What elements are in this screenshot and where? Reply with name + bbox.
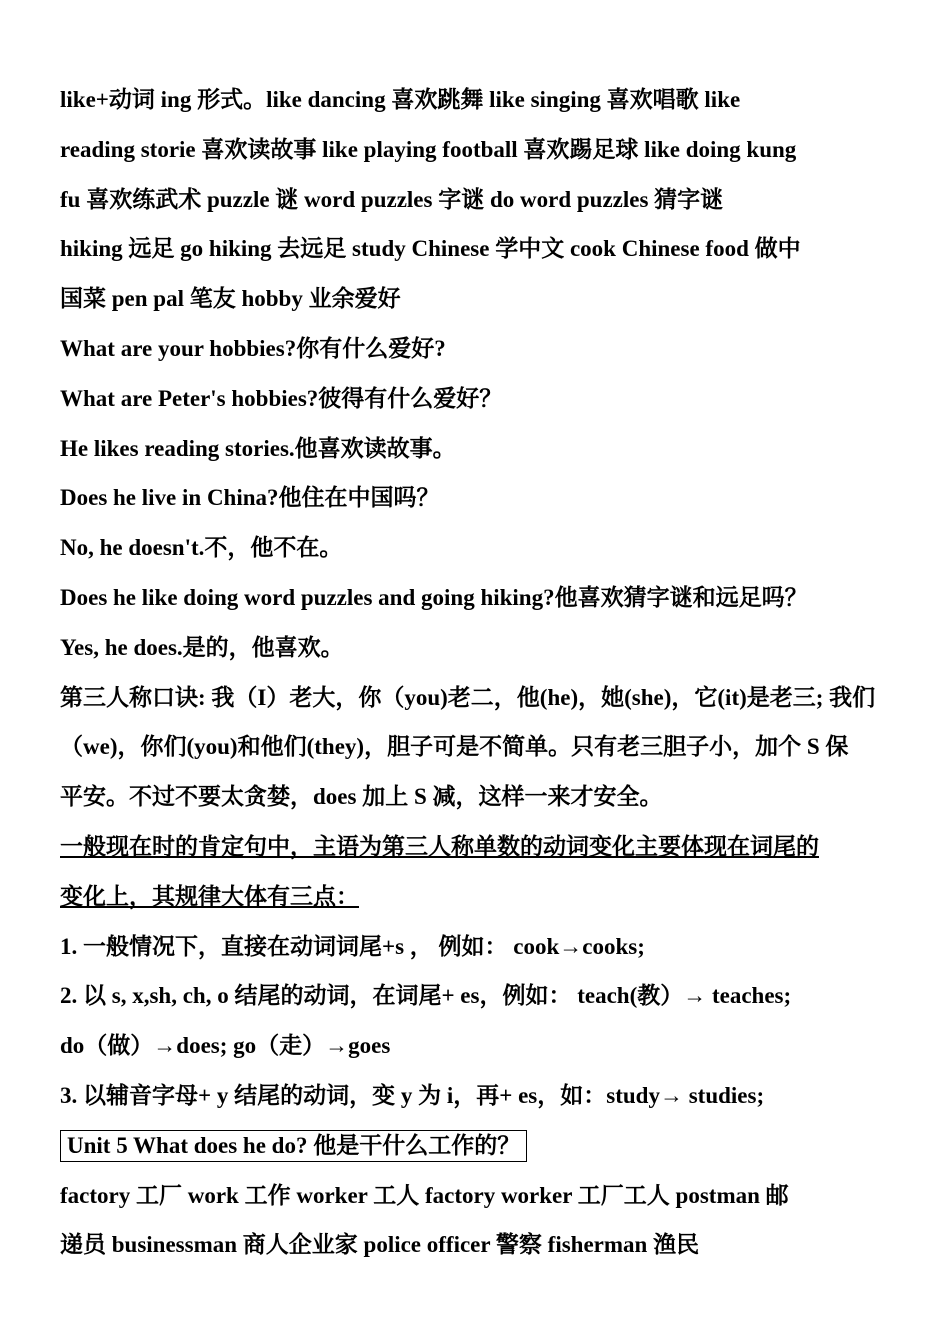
text-line: fu 喜欢练武术 puzzle 谜 word puzzles 字谜 do word puzzles 猜字谜 bbox=[60, 186, 724, 212]
document-page bbox=[60, 75, 891, 1270]
text-line: （we)，你们(you)和他们(they)，胆子可是不简单。只有老三胆子小，加个 S 保 bbox=[60, 734, 849, 760]
text-line: reading storie 喜欢读故事 like playing football 喜欢踢足球 like doing kung bbox=[60, 136, 797, 162]
text-line: Does he like doing word puzzles and going hiking?他喜欢猜字谜和远足吗？ bbox=[60, 584, 808, 610]
rule-line: 2. 以 s, x,sh, ch, o 结尾的动词，在词尾+ es，例如： teach(教）→ teaches; bbox=[60, 983, 792, 1009]
unit-heading: Unit 5 What does he do? 他是干什么工作的？ bbox=[60, 1130, 527, 1162]
rule-line: 3. 以辅音字母+ y 结尾的动词，变 y 为 i，再+ es，如：study→ studies; bbox=[60, 1082, 765, 1108]
text-line: factory 工厂 work 工作 worker 工人 factory worker 工厂工人 postman 邮 bbox=[60, 1182, 789, 1208]
unit-heading-line bbox=[60, 1121, 891, 1171]
text-line: 第三人称口诀: 我（I）老大，你（you)老二，他(he)，她(she)，它(it)是老三; 我们 bbox=[60, 684, 876, 710]
text-line: What are your hobbies?你有什么爱好? bbox=[60, 335, 446, 361]
rule-heading-line: 变化上，其规律大体有三点： bbox=[60, 883, 359, 909]
text-line: No, he doesn't.不，他不在。 bbox=[60, 535, 343, 561]
text-line: 平安。不过不要太贪婪，does 加上 S 减，这样一来才安全。 bbox=[60, 784, 663, 810]
text-line: like+动词 ing 形式。like dancing 喜欢跳舞 like singing 喜欢唱歌 like bbox=[60, 87, 741, 112]
text-line: He likes reading stories.他喜欢读故事。 bbox=[60, 435, 456, 461]
rule-line: 1. 一般情况下，直接在动词词尾+s ， 例如： cook→cooks; bbox=[60, 933, 645, 959]
text-line: Yes, he does.是的，他喜欢。 bbox=[60, 634, 344, 660]
text-line: Does he live in China?他住在中国吗？ bbox=[60, 485, 440, 511]
text-line: 递员 businessman 商人企业家 police officer 警察 fisherman 渔民 bbox=[60, 1232, 700, 1258]
text-line: hiking 远足 go hiking 去远足 study Chinese 学中文 cook Chinese food 做中 bbox=[60, 236, 801, 262]
rule-line: do（做）→does; go（走）→goes bbox=[60, 1033, 391, 1059]
text-line: What are Peter's hobbies?彼得有什么爱好？ bbox=[60, 385, 503, 411]
rule-heading-line: 一般现在时的肯定句中，主语为第三人称单数的动词变化主要体现在词尾的 bbox=[60, 833, 819, 859]
text-line: 国菜 pen pal 笔友 hobby 业余爱好 bbox=[60, 286, 401, 312]
